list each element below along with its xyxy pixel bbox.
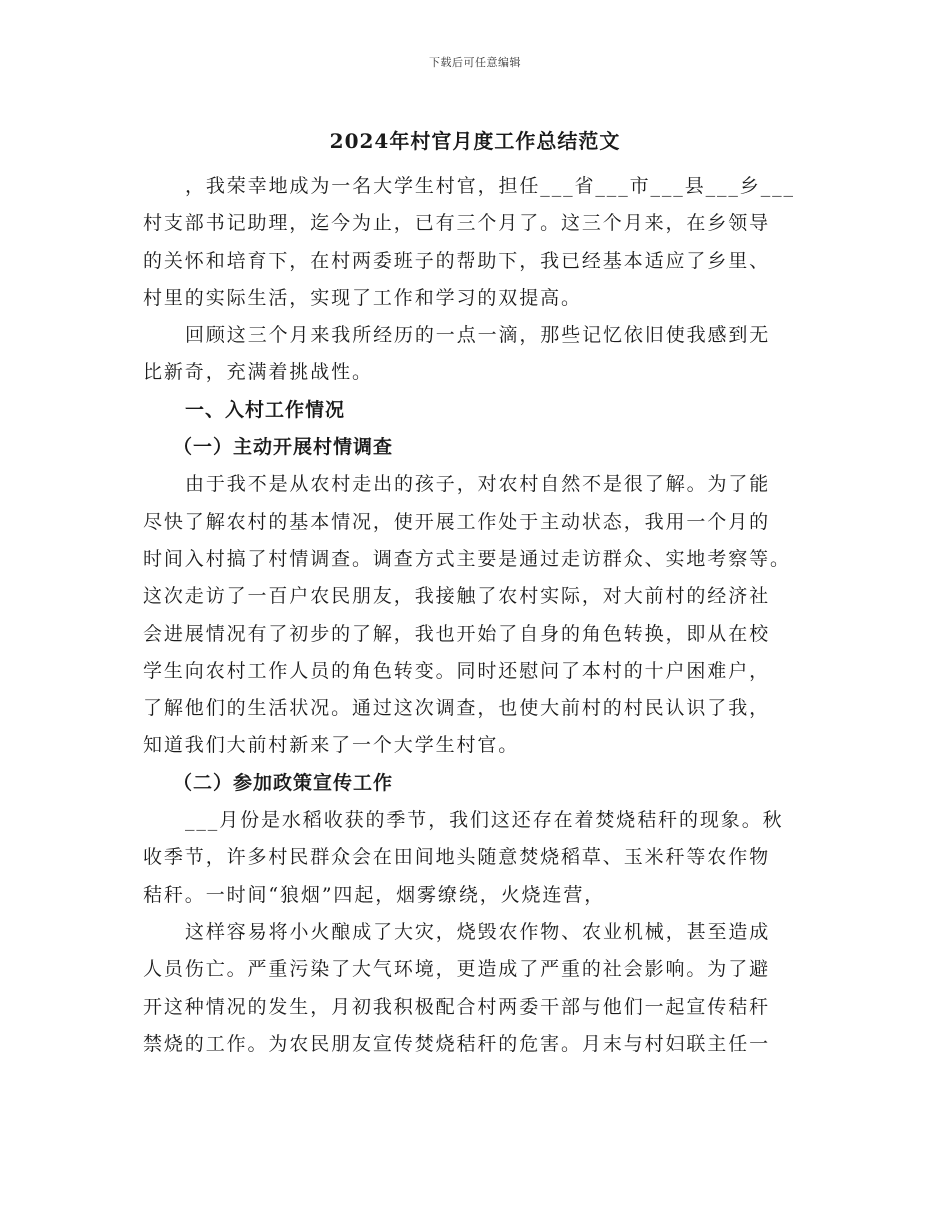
- section-heading: 一、入村工作情况: [185, 398, 346, 421]
- body-text-line: 这次走访了一百户农民朋友，我接触了农村实际，对大前村的经济社: [143, 585, 771, 608]
- body-text-line: 知道我们大前村新来了一个大学生村官。: [143, 734, 520, 757]
- body-text-line: 人员伤亡。严重污染了大气环境，更造成了严重的社会影响。为了避: [143, 958, 771, 981]
- document-body: [143, 168, 813, 1063]
- section-heading: （一）主动开展村情调查: [173, 436, 394, 459]
- body-text-line: 尽快了解农村的基本情况，使开展工作处于主动状态，我用一个月的: [143, 510, 771, 533]
- document-title: 2024年村官月度工作总结范文: [329, 129, 621, 153]
- body-text-line: 时间入村搞了村情调查。调查方式主要是通过走访群众、实地考察等。: [143, 547, 791, 570]
- body-text-line: 了解他们的生活状况。通过这次调查，也使大前村的村民认识了我，: [143, 697, 771, 720]
- body-text-line: 的关怀和培育下，在村两委班子的帮助下，我已经基本适应了乡里、: [143, 249, 771, 272]
- body-text-line: 比新奇，充满着挑战性。: [143, 361, 373, 384]
- body-text-line: 这样容易将小火酿成了大灾，烧毁农作物、农业机械，甚至造成: [185, 920, 771, 943]
- body-text-line: 回顾这三个月来我所经历的一点一滴，那些记忆依旧使我感到无: [185, 324, 771, 347]
- body-text-line: 村里的实际生活，实现了工作和学习的双提高。: [143, 286, 582, 309]
- body-text-line: 秸秆。一时间“狼烟”四起，烟雾缭绕，火烧连营，: [143, 883, 606, 906]
- section-heading: （二）参加政策宣传工作: [173, 771, 394, 794]
- body-text-line: 收季节，许多村民群众会在田间地头随意焚烧稻草、玉米秆等农作物: [143, 846, 771, 869]
- body-text-line: 由于我不是从农村走出的孩子，对农村自然不是很了解。为了能: [185, 473, 771, 496]
- body-text-line: ，我荣幸地成为一名大学生村官，担任___省___市___县___乡___: [185, 175, 795, 197]
- body-text-line: 村支部书记助理，迄今为止，已有三个月了。这三个月来，在乡领导: [143, 212, 771, 235]
- body-text-line: 学生向农村工作人员的角色转变。同时还慰问了本村的十户困难户，: [143, 659, 771, 682]
- body-text-line: 开这种情况的发生，月初我积极配合村两委干部与他们一起宣传秸秆: [143, 995, 771, 1018]
- body-text-line: 禁烧的工作。为农民朋友宣传焚烧秸秆的危害。月末与村妇联主任一: [143, 1032, 771, 1055]
- body-text-line: 会进展情况有了初步的了解，我也开始了自身的角色转换，即从在校: [143, 622, 771, 645]
- page-header-note: 下载后可任意编辑: [429, 56, 521, 69]
- body-text-line: ___月份是水稻收获的季节，我们这还存在着焚烧秸秆的现象。秋: [185, 809, 784, 832]
